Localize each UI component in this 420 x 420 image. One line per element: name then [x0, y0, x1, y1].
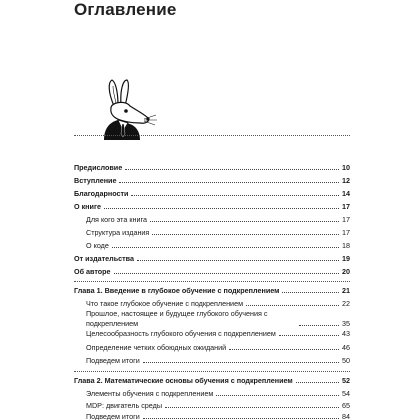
toc-label: О коде [86, 241, 109, 250]
leader-dots [165, 407, 339, 408]
toc-subentry-ch2-elements[interactable] [74, 389, 350, 398]
toc-subentry-code[interactable] [74, 241, 350, 250]
section-divider [74, 135, 350, 136]
toc-page: 65 [342, 401, 350, 410]
toc-label: Что такое глубокое обучение с подкреплением [86, 299, 244, 308]
toc-label: Определение четких обоюдных ожиданий [86, 343, 227, 352]
chapter-divider [74, 371, 350, 372]
leader-dots [152, 234, 339, 235]
toc-page: 17 [342, 215, 350, 224]
toc-subentry-ch1-what-is-drl[interactable] [74, 299, 350, 308]
leader-dots [143, 362, 339, 363]
toc-label: Прошлое, настоящее и будущее глубокого обучения с подкреплением [86, 309, 268, 328]
toc-label: Предисловие [74, 163, 123, 172]
toc-label: Структура издания [86, 228, 150, 237]
leader-dots [246, 305, 339, 306]
toc-page: 21 [342, 286, 350, 295]
toc-page: 12 [342, 176, 350, 185]
toc-page: 46 [342, 343, 350, 352]
toc-label: Глава 2. Математические основы обучения с подкреплением [74, 376, 293, 385]
toc-entry-publisher[interactable] [74, 254, 350, 263]
page-title: Оглавление [74, 0, 177, 19]
toc-label: Для кого эта книга [86, 215, 147, 224]
rabbit-illustration [96, 78, 166, 140]
leader-dots [282, 292, 339, 293]
toc-entry-about-book[interactable] [74, 202, 350, 211]
toc-page: 10 [342, 163, 350, 172]
toc-page: 54 [342, 389, 350, 398]
toc-label: Целесообразность глубокого обучения с подкреплением [86, 329, 276, 338]
toc-subentry-ch1-expectations[interactable] [74, 343, 350, 352]
toc-label: Об авторе [74, 267, 111, 276]
toc-subentry-ch2-summary[interactable] [74, 412, 350, 420]
toc-label: Глава 1. Введение в глубокое обучение с подкреплением [74, 286, 280, 295]
leader-dots [114, 273, 339, 274]
toc-label: Подведем итоги [86, 412, 140, 420]
leader-dots [143, 418, 339, 419]
toc-chapter-2[interactable] [74, 376, 350, 385]
leader-dots [137, 260, 339, 261]
toc-page: 35 [342, 319, 350, 328]
toc-page: 50 [342, 356, 350, 365]
leader-dots [279, 335, 339, 336]
toc-label: О книге [74, 202, 101, 211]
leader-dots [296, 382, 339, 383]
leader-dots [150, 221, 339, 222]
toc-page: 18 [342, 241, 350, 250]
toc-entry-preface[interactable] [74, 163, 350, 172]
toc-page: 14 [342, 189, 350, 198]
toc-chapter-1[interactable] [74, 286, 350, 295]
toc-page: 84 [342, 412, 350, 420]
toc-subentry-structure[interactable] [74, 228, 350, 237]
toc-subentry-ch1-history[interactable] [74, 309, 350, 328]
toc-entry-introduction[interactable] [74, 176, 350, 185]
toc-subentry-ch1-summary[interactable] [74, 356, 350, 365]
toc-subentry-ch1-feasibility[interactable] [74, 329, 350, 338]
leader-dots [119, 182, 339, 183]
leader-dots [104, 208, 339, 209]
chapter-divider [74, 281, 350, 282]
toc-label: Вступление [74, 176, 117, 185]
toc-entry-acknowledgements[interactable] [74, 189, 350, 198]
toc-label: Подведем итоги [86, 356, 140, 365]
toc-page: 19 [342, 254, 350, 263]
toc-page: 52 [342, 376, 350, 385]
toc-page: 20 [342, 267, 350, 276]
leader-dots [229, 349, 339, 350]
toc-label: MDP: двигатель среды [86, 401, 162, 410]
leader-dots [112, 247, 339, 248]
toc-page: 17 [342, 228, 350, 237]
toc-page: 43 [342, 329, 350, 338]
leader-dots [125, 169, 339, 170]
toc-entry-author[interactable] [74, 267, 350, 276]
leader-dots [216, 395, 339, 396]
toc-label: Благодарности [74, 189, 129, 198]
toc-page: 22 [342, 299, 350, 308]
toc-label: От издательства [74, 254, 134, 263]
toc-label: Элементы обучения с подкреплением [86, 389, 214, 398]
toc-subentry-audience[interactable] [74, 215, 350, 224]
toc-subentry-ch2-mdp[interactable] [74, 401, 350, 410]
leader-dots [131, 195, 339, 196]
toc-page: 17 [342, 202, 350, 211]
leader-dots [299, 325, 339, 326]
